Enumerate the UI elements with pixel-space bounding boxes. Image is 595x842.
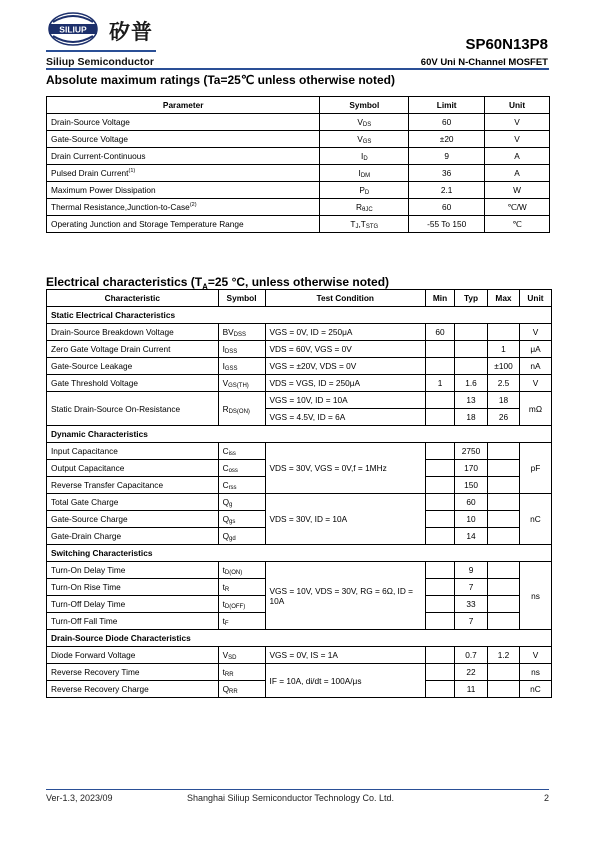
table-row: Turn-Off Delay Time tD(OFF) 33: [47, 596, 552, 613]
logo-chinese-text: 矽普: [109, 20, 153, 44]
table-row: [47, 182, 550, 199]
limit-cell: 9: [409, 148, 485, 165]
param-cell: Thermal Resistance,Junction-to-Case$^{(2)}$: [47, 199, 320, 216]
header-symbol: Symbol: [218, 290, 265, 307]
table-row: Gate-Source Leakage IGSS VGS = ±20V, VDS = 0V ±100 nA: [47, 358, 552, 375]
header-test-condition: Test Condition: [265, 290, 426, 307]
table-row: Total Gate Charge Qg VDS = 30V, ID = 10A 60 nC: [47, 494, 552, 511]
table-row: [47, 165, 550, 182]
table-row: Drain-Source Breakdown Voltage BVDSS VGS = 0V, ID = 250μA 60 V: [47, 324, 552, 341]
abs-max-title: Absolute maximum ratings (Ta=25℃ unless otherwise noted): [46, 73, 395, 87]
symbol-cell: IDM: [320, 165, 409, 182]
group-header-switching: Switching Characteristics: [47, 545, 552, 562]
company-name: Siliup Semiconductor: [46, 56, 154, 68]
header-unit: Unit: [485, 97, 550, 114]
param-cell: Maximum Power Dissipation: [47, 182, 320, 199]
header-max: Max: [488, 290, 520, 307]
table-row: Input Capacitance Ciss VDS = 30V, VGS = 0V,f = 1MHz 2750 pF: [47, 443, 552, 460]
table-row: VGS = 4.5V, ID = 6A 18 26: [47, 409, 552, 426]
table-row: Turn-Off Fall Time tF 7: [47, 613, 552, 630]
table-row: [47, 114, 550, 131]
elec-char-table: [46, 289, 552, 698]
table-row: Turn-On Rise Time tR 7: [47, 579, 552, 596]
header-symbol: Symbol: [320, 97, 409, 114]
header-unit: Unit: [519, 290, 551, 307]
table-row: Gate-Drain Charge Qgd 14: [47, 528, 552, 545]
symbol-cell: VDS: [320, 114, 409, 131]
company-logo: [46, 10, 158, 58]
footer-version: Ver-1.3, 2023/09: [46, 793, 113, 803]
table-row: Output Capacitance Coss 170: [47, 460, 552, 477]
footer-divider: [46, 789, 549, 790]
unit-cell: V: [485, 131, 550, 148]
part-number: SP60N13P8: [465, 36, 548, 53]
unit-cell: A: [485, 165, 550, 182]
symbol-cell: PD: [320, 182, 409, 199]
param-cell: Gate-Source Voltage: [47, 131, 320, 148]
group-header-dynamic: Dynamic Characteristics: [47, 426, 552, 443]
group-header-static: Static Electrical Characteristics: [47, 307, 552, 324]
table-row: Gate Threshold Voltage VGS(TH) VDS = VGS, ID = 250μA 1 1.6 2.5 V: [47, 375, 552, 392]
limit-cell: 60: [409, 199, 485, 216]
param-cell: Drain Current-Continuous: [47, 148, 320, 165]
symbol-cell: ID: [320, 148, 409, 165]
table-row: [47, 131, 550, 148]
header-typ: Typ: [455, 290, 488, 307]
table-row: Reverse Recovery Time tRR IF = 10A, di/dt = 100A/μs 22 ns: [47, 664, 552, 681]
limit-cell: 36: [409, 165, 485, 182]
unit-cell: W: [485, 182, 550, 199]
table-row: [47, 216, 550, 233]
limit-cell: 60: [409, 114, 485, 131]
header-characteristic: Characteristic: [47, 290, 219, 307]
page-number: 2: [543, 793, 549, 803]
elec-title: Electrical characteristics ($T_A=25$ °C, unless otherwise noted): [46, 275, 390, 292]
table-row: Zero Gate Voltage Drain Current IDSS VDS = 60V, VGS = 0V 1 μA: [47, 341, 552, 358]
part-description: 60V Uni N-Channel MOSFET: [420, 57, 548, 68]
table-row: Gate-Source Charge Qgs 10: [47, 511, 552, 528]
param-cell: Drain-Source Voltage: [47, 114, 320, 131]
limit-cell: 2.1: [409, 182, 485, 199]
param-cell: Pulsed Drain Current$^{(1)}$: [47, 165, 320, 182]
header-limit: Limit: [409, 97, 485, 114]
table-row: Reverse Recovery Charge QRR 11 nC: [47, 681, 552, 698]
table-row: Diode Forward Voltage VSD VGS = 0V, IS = 1A 0.7 1.2 V: [47, 647, 552, 664]
header-divider: [46, 68, 549, 70]
symbol-cell: RθJC: [320, 199, 409, 216]
unit-cell: ℃: [485, 216, 550, 233]
footer-company: Shanghai Siliup Semiconductor Technology Co. Ltd.: [187, 793, 394, 803]
limit-cell: ±20: [409, 131, 485, 148]
abs-max-table: [46, 96, 550, 233]
header-min: Min: [426, 290, 455, 307]
table-header-row: [47, 290, 552, 307]
group-header-diode: Drain-Source Diode Characteristics: [47, 630, 552, 647]
table-row: Reverse Transfer Capacitance Crss 150: [47, 477, 552, 494]
logo-text: SILIUP: [59, 24, 87, 35]
symbol-cell: TJ,TSTG: [320, 216, 409, 233]
symbol-cell: VGS: [320, 131, 409, 148]
table-row: [47, 148, 550, 165]
unit-cell: V: [485, 114, 550, 131]
table-row: Turn-On Delay Time tD(ON) VGS = 10V, VDS = 30V, RG = 6Ω, ID = 10A 9 ns: [47, 562, 552, 579]
logo-divider: [46, 50, 156, 52]
table-row: Static Drain-Source On-Resistance RDS(ON) VGS = 10V, ID = 10A 13 18 mΩ: [47, 392, 552, 409]
unit-cell: A: [485, 148, 550, 165]
table-header-row: [47, 97, 550, 114]
param-cell: Operating Junction and Storage Temperature Range: [47, 216, 320, 233]
unit-cell: ℃/W: [485, 199, 550, 216]
limit-cell: -55 To 150: [409, 216, 485, 233]
table-row: [47, 199, 550, 216]
header-parameter: Parameter: [47, 97, 320, 114]
siliup-logo-emblem: [48, 12, 98, 46]
